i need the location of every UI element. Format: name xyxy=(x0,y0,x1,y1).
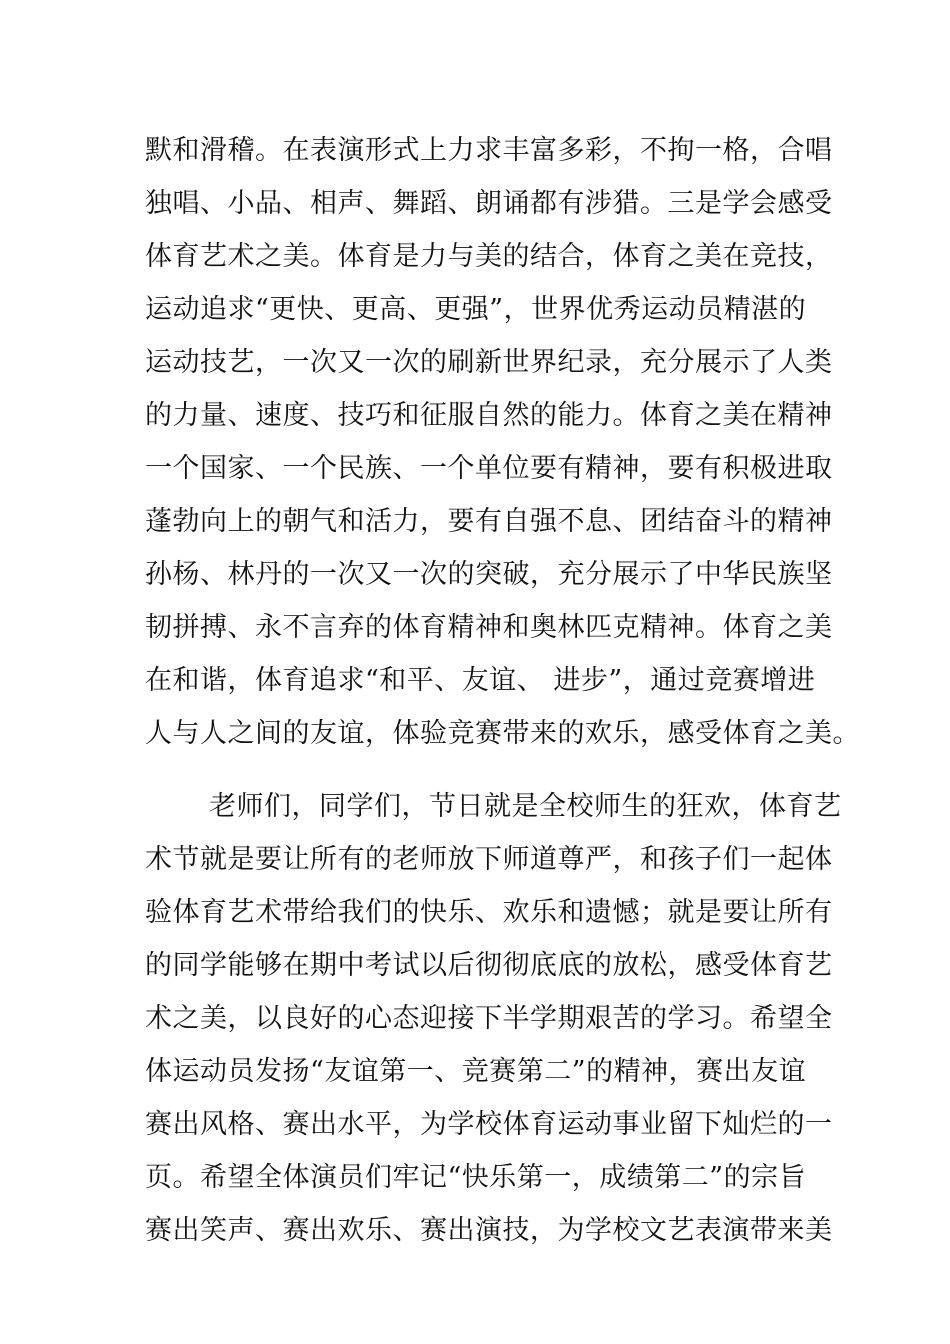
text-line: 赛出笑声、赛出欢乐、赛出演技，为学校文艺表演带来美 xyxy=(145,1215,833,1246)
text-line: 运动技艺，一次又一次的刷新世界纪录，充分展示了人类 xyxy=(145,347,833,378)
text-line: 术之美，以良好的心态迎接下半学期艰苦的学习。希望全 xyxy=(145,1003,833,1034)
text-line: 页。希望全体演员们牢记“快乐第一，成绩第二”的宗旨 xyxy=(145,1162,807,1193)
text-line: 验体育艺术带给我们的快乐、欢乐和遗憾；就是要让所有 xyxy=(145,897,833,928)
text-line: 独唱、小品、相声、舞蹈、朗诵都有涉猎。三是学会感受 xyxy=(145,188,833,219)
text-line: 的同学能够在期中考试以后彻彻底底的放松，感受体育艺 xyxy=(145,950,833,981)
text-line: 体育艺术之美。体育是力与美的结合，体育之美在竞技， xyxy=(145,241,833,272)
text-line: 的力量、速度、技巧和征服自然的能力。体育之美在精神 xyxy=(145,400,833,431)
text-line: 韧拼搏、永不言弃的体育精神和奥林匹克精神。体育之美 xyxy=(145,612,833,643)
text-line: 默和滑稽。在表演形式上力求丰富多彩，不拘一格，合唱 xyxy=(145,135,833,166)
text-line-indented: 老师们，同学们，节日就是全校师生的狂欢，体育艺 xyxy=(209,791,842,822)
paragraph-2 xyxy=(145,780,842,1257)
text-line: 体运动员发扬“友谊第一、竞赛第二”的精神，赛出友谊 xyxy=(145,1056,807,1087)
text-line: 一个国家、一个民族、一个单位要有精神，要有积极进取 xyxy=(145,453,833,484)
text-line: 蓬勃向上的朝气和活力，要有自强不息、团结奋斗的精神 xyxy=(145,506,833,537)
text-line: 孙杨、林丹的一次又一次的突破，充分展示了中华民族坚 xyxy=(145,559,833,590)
text-line: 运动追求“更快、更高、更强”，世界优秀运动员精湛的 xyxy=(145,294,807,325)
text-line: 在和谐，体育追求“和平、友谊、 进步”，通过竞赛增进 xyxy=(145,665,816,696)
text-line: 术节就是要让所有的老师放下师道尊严，和孩子们一起体 xyxy=(145,844,833,875)
paragraph-1 xyxy=(145,124,860,760)
text-line: 赛出风格、赛出水平，为学校体育运动事业留下灿烂的一 xyxy=(145,1109,833,1140)
text-line: 人与人之间的友谊，体验竞赛带来的欢乐，感受体育之美。 xyxy=(145,718,860,749)
